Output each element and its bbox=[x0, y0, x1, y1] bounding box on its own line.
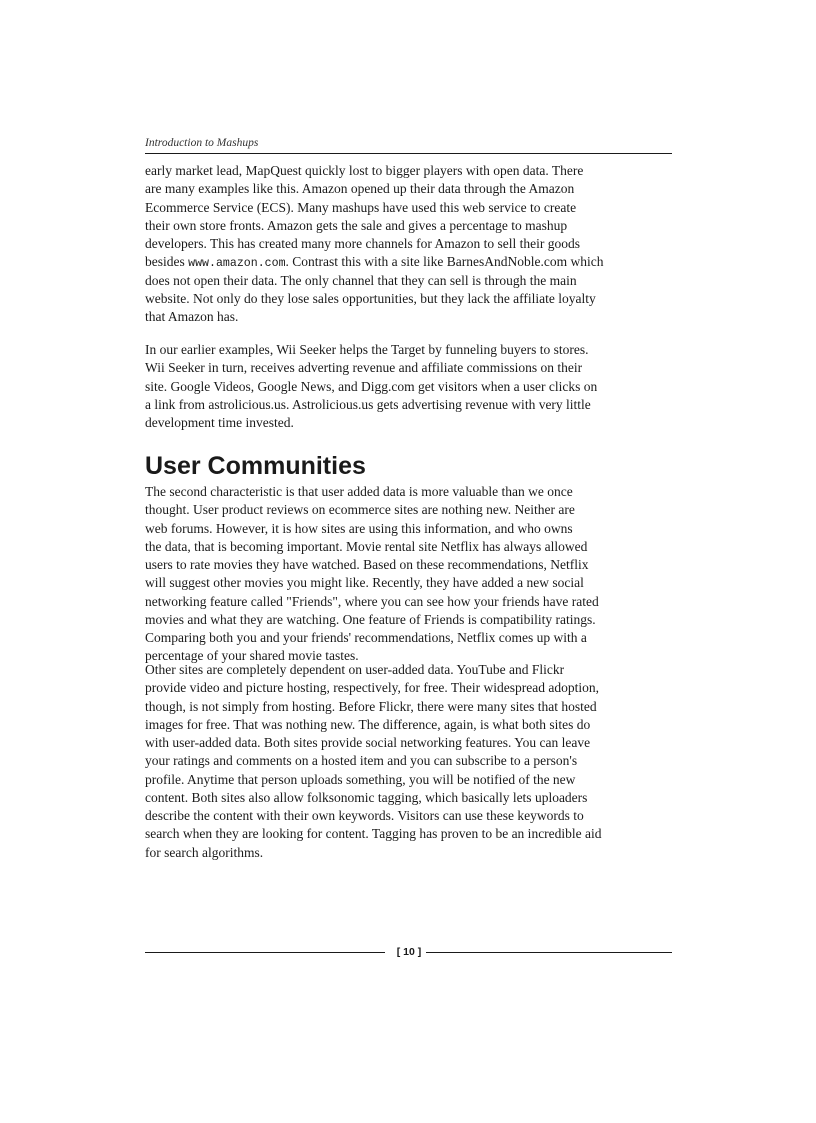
text-line: the data, that is becoming important. Movie rental site Netflix has always allowed bbox=[145, 538, 588, 554]
text-line: your ratings and comments on a hosted item and you can subscribe to a person's bbox=[145, 753, 578, 769]
text-line: site. Google Videos, Google News, and Digg.com get visitors when a user clicks on bbox=[145, 378, 598, 394]
text-line: users to rate movies they have watched. Based on these recommendations, Netflix bbox=[145, 557, 589, 572]
text-segment: besides bbox=[145, 254, 189, 270]
text-line: will suggest other movies you might like. Recently, they have added a new social bbox=[145, 575, 584, 591]
text-line: Ecommerce Service (ECS). Many mashups have used this web service to create bbox=[145, 199, 577, 215]
text-line: networking feature called "Friends", where you can see how your friends have rated bbox=[145, 593, 599, 609]
text-line: does not open their data. The only channel that they can sell is through the main bbox=[145, 272, 577, 288]
running-head-title: Introduction to Mashups bbox=[145, 137, 259, 149]
text-line: Other sites are completely dependent on user-added data. YouTube and Flickr bbox=[145, 662, 565, 677]
text-line: describe the content with their own keywords. Visitors can use these keywords to bbox=[145, 808, 584, 823]
paragraph-amazon-open-data bbox=[145, 162, 672, 326]
text-line: though, is not simply from hosting. Before Flickr, there were many sites that hosted bbox=[145, 698, 597, 714]
inline-code-url: www.amazon.com bbox=[188, 257, 286, 271]
text-line bbox=[145, 253, 672, 271]
text-line: a link from astrolicious.us. Astrolicious.us gets advertising revenue with very little bbox=[145, 396, 591, 412]
running-head bbox=[145, 135, 672, 154]
text-line: with user-added data. Both sites provide social networking features. You can leave bbox=[145, 735, 591, 750]
text-line: are many examples like this. Amazon opened up their data through the Amazon bbox=[145, 181, 575, 197]
page-number: [ 10 ] bbox=[396, 946, 422, 958]
text-line: In our earlier examples, Wii Seeker helps the Target by funneling buyers to stores. bbox=[145, 342, 589, 357]
text-line: movies and what they are watching. One feature of Friends is compatibility ratings. bbox=[145, 611, 596, 627]
text-segment: . Contrast this with a site like BarnesAndNoble.com which bbox=[285, 254, 604, 270]
text-line: their own store fronts. Amazon gets the sale and gives a percentage to mashup bbox=[145, 217, 568, 233]
text-line: website. Not only do they lose sales opportunities, but they lack the affiliate loyalty bbox=[145, 290, 596, 306]
section-heading: User Communities bbox=[145, 452, 366, 480]
text-line: Wii Seeker in turn, receives adverting revenue and affiliate commissions on their bbox=[145, 360, 583, 376]
text-line: web forums. However, it is how sites are using this information, and who owns bbox=[145, 520, 573, 536]
text-line: thought. User product reviews on ecommerce sites are nothing new. Neither are bbox=[145, 502, 575, 518]
paragraph-youtube-flickr bbox=[145, 661, 672, 862]
footer-rule-right bbox=[426, 952, 672, 953]
text-line: profile. Anytime that person uploads something, you will be notified of the new bbox=[145, 771, 576, 787]
page-footer bbox=[145, 943, 672, 963]
text-line: percentage of your shared movie tastes. bbox=[145, 648, 359, 664]
paragraph-earlier-examples bbox=[145, 341, 672, 432]
text-line: early market lead, MapQuest quickly lost to bigger players with open data. There bbox=[145, 163, 584, 178]
text-line: that Amazon has. bbox=[145, 309, 239, 324]
footer-rule-left bbox=[145, 952, 385, 953]
text-line: search when they are looking for content. Tagging has proven to be an incredible aid bbox=[145, 826, 602, 842]
text-line: content. Both sites also allow folksonomic tagging, which basically lets uploaders bbox=[145, 789, 588, 805]
text-line: Comparing both you and your friends' recommendations, Netflix comes up with a bbox=[145, 630, 587, 645]
paragraph-user-added-data bbox=[145, 483, 672, 666]
text-line: for search algorithms. bbox=[145, 844, 264, 860]
text-line: developers. This has created many more channels for Amazon to sell their goods bbox=[145, 236, 580, 251]
text-line: The second characteristic is that user added data is more valuable than we once bbox=[145, 484, 573, 499]
text-line: development time invested. bbox=[145, 415, 294, 430]
text-line: provide video and picture hosting, respectively, for free. Their widespread adoption, bbox=[145, 680, 599, 696]
text-line: images for free. That was nothing new. The difference, again, is what both sites do bbox=[145, 716, 591, 732]
